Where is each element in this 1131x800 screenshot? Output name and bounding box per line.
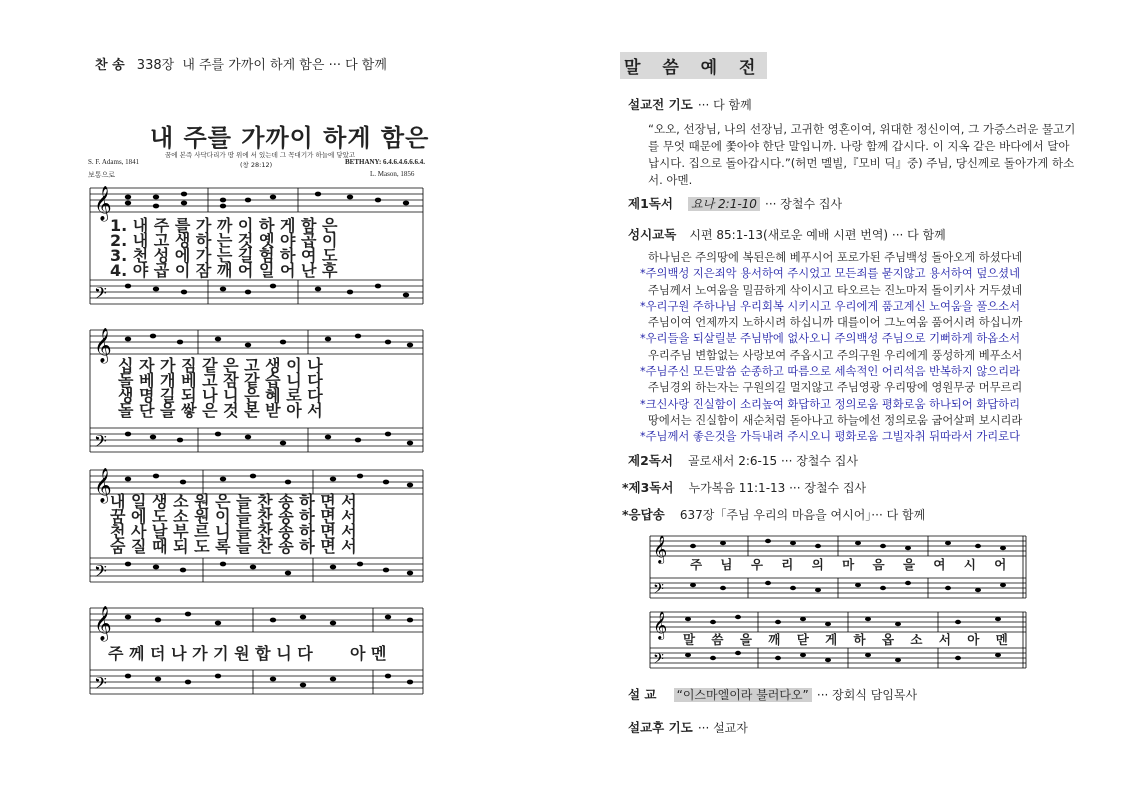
svg-text:𝄞: 𝄞: [94, 186, 112, 221]
psalm-line-response: *우리들을 되살릴분 주님밖에 없사오니 주의백성 주님으로 기뻐하게 하옵소서: [640, 332, 1020, 346]
psalm-line: 주님경외 하는자는 구원의길 멀지않고 주님영광 우리땅에 영원무궁 머무르리: [648, 381, 1023, 395]
lyric-line: 1. 내 주 를 가 까 이 하 게 함 은: [110, 216, 338, 235]
lyric-line: 십 자 가 짐 같 은 고 생 이 나: [118, 356, 323, 375]
prayer-after-row: [628, 717, 748, 736]
lyric-line: 3. 천 성 에 가 는 길 험 하 여 도: [110, 246, 338, 265]
sermon-rest: ··· 장회식 담임목사: [816, 688, 918, 702]
hymn-amen: 아 멘: [350, 644, 387, 663]
reading1-row: [628, 193, 842, 212]
hymn-header: [95, 54, 387, 73]
reading1-rest: ··· 장철수 집사: [765, 197, 843, 211]
hymn-lyrics-system3: [110, 494, 357, 554]
svg-text:𝄢: 𝄢: [653, 581, 664, 601]
svg-text:𝄞: 𝄞: [94, 606, 112, 641]
hymn-title: 내 주를 가까이 하게 함은: [150, 123, 430, 152]
psalm-lines: [640, 250, 1022, 446]
response-lyrics-1: 주 님 우 리 의 마 음 을 여 시 어: [690, 557, 1014, 572]
svg-text:𝄞: 𝄞: [653, 611, 668, 639]
reading2-row: [628, 450, 858, 469]
hymn-reference: (창 28:12): [240, 161, 273, 169]
response-rest: 637장「주님 우리의 마음을 여시어」··· 다 함께: [679, 508, 926, 522]
prayer-after-label: 설교후 기도: [628, 720, 693, 735]
section-title: 말 씀 예 전: [620, 52, 767, 79]
hymn-subtitle: 꿈에 본즉 사닥다리가 땅 위에 서 있는데 그 꼭대기가 하늘에 닿았고: [165, 151, 356, 159]
svg-text:𝄢: 𝄢: [94, 561, 107, 585]
psalm-line: 주님께서 노여움을 밀끔하게 삭이시고 타오르는 진노마저 돌이키사 거두셨네: [648, 283, 1023, 297]
sermon-row: [628, 684, 917, 703]
psalm-line: 우리주님 변함없는 사랑보여 주옵시고 주의구원 우리에게 풍성하게 베푸소서: [648, 348, 1023, 362]
hymn-number: 338장: [136, 58, 175, 73]
psalm-line: 땅에서는 진실함이 새순처럼 돋아나고 하늘에선 정의로움 굽어살펴 보시리라: [648, 413, 1023, 427]
hymn-lyrics-system2: [118, 358, 323, 418]
hymn-header-title: 내 주를 가까이 하게 함은: [182, 58, 325, 73]
lyric-line: 4. 야 곱 이 잠 깨 어 일 어 난 후: [110, 261, 338, 280]
psalm-line-response: *우리구원 주하나님 우리회복 시키시고 우리에게 품고계신 노여움을 풀으소서: [640, 299, 1020, 313]
lyric-line: 꿈 에 도 소 원 이 늘 찬 송 하 면 서: [110, 507, 357, 526]
reading3-row: [622, 477, 866, 496]
svg-text:𝄢: 𝄢: [94, 431, 107, 455]
lyric-line: 숨 질 때 되 도 록 늘 찬 송 하 면 서: [110, 537, 357, 556]
hymn-header-rest: ··· 다 함께: [328, 58, 387, 73]
psalm-line-response: *주의백성 지은죄악 용서하여 주시었고 모든죄를 묻지않고 용서하여 덮으셨네: [640, 267, 1020, 281]
reading1-label: 제1독서: [628, 196, 673, 211]
lyric-line: 내 일 생 소 원 은 늘 찬 송 하 면 서: [110, 492, 357, 511]
hymn-tune: BETHANY: 6.4.6.4.6.6.6.4.: [345, 158, 426, 166]
sermon-title: “이스마엘이라 불러다오”: [674, 688, 812, 702]
prayer-text: “오오, 선장님, 나의 선장님, 고귀한 영혼이여, 위대한 정신이여, 그 가증스러운 물고기를 무엇 때문에 쫓아야 한단 말입니까. 나랑 함께 갑시다. 이 지옥 같은 바다에서 달아납시다. 집으로 돌아갑시다.”(허먼 멜빌,『모비 딕』중) 주님, 당신께로 돌아가게 하소서. 아멘.: [648, 122, 1076, 187]
hymn-author: S. F. Adams, 1841: [88, 158, 140, 166]
response-lyrics-2: 말 씀 을 깨 닫 게 하 옵 소 서 아 멘: [683, 632, 1014, 647]
svg-text:𝄞: 𝄞: [653, 535, 668, 563]
psalm-ref: 시편 85:1-13(새로운 예배 시편 번역) ··· 다 함께: [689, 228, 946, 242]
lyric-line: 생 명 길 되 나 니 은 혜 로 다: [118, 386, 323, 405]
svg-text:𝄢: 𝄢: [653, 651, 664, 671]
hymn-header-label: 찬 송: [95, 58, 125, 73]
lyric-line: 돌 단 을 쌓 은 것 본 받 아 서: [118, 401, 323, 420]
lyric-line: 2. 내 고 생 하 는 것 옛 야 곱 이: [110, 231, 338, 250]
svg-text:𝄢: 𝄢: [94, 673, 107, 697]
hymn-tempo: 보통으로: [88, 171, 116, 179]
sermon-label: 설 교: [628, 687, 657, 702]
hymn-lyrics-system1: [110, 218, 337, 278]
prayer-before-label: 설교전 기도: [628, 97, 693, 112]
reading2-label: 제2독서: [628, 453, 673, 468]
reading2-rest: 골로새서 2:6-15 ··· 장철수 집사: [688, 454, 858, 468]
psalm-line-response: *주님께서 좋은것을 가득내려 주시오니 평화로움 그빌자취 뒤따라서 가리로다: [640, 430, 1020, 444]
prayer-before-rest: ··· 다 함께: [697, 98, 752, 112]
svg-text:𝄞: 𝄞: [94, 468, 112, 503]
svg-text:𝄢: 𝄢: [94, 283, 107, 307]
psalm-line: 하나님은 주의땅에 복된은혜 베푸시어 포로가된 주님백성 돌아오게 하셨다네: [648, 251, 1023, 264]
prayer-before-row: [628, 94, 752, 113]
psalm-line-response: *크신사랑 진실함이 소리높여 화답하고 정의로움 평화로움 하나되어 화답하리: [640, 397, 1020, 411]
lyric-line: 돌 베 개 베 고 잠 같 습 니 다: [118, 371, 323, 390]
reading1-ref: 요나 2:1-10: [688, 197, 760, 211]
svg-text:𝄞: 𝄞: [94, 328, 112, 363]
reading3-label: *제3독서: [622, 480, 674, 495]
response-row: [622, 504, 925, 523]
psalm-row: [628, 224, 946, 243]
psalm-label: 성시교독: [628, 227, 677, 242]
prayer-after-rest: ··· 설교자: [697, 721, 748, 735]
response-score: [648, 528, 1028, 678]
psalm-line-response: *주님주신 모든말씀 순종하고 따름으로 세속적인 어리석음 반복하지 않으리라: [640, 365, 1020, 379]
psalm-line: 주님이여 언제까지 노하시려 하십니까 대를이어 그노여움 품어시려 하십니까: [648, 316, 1023, 330]
hymn-lyrics-system4: 주 께 더 나 가 기 원 합 니 다: [108, 644, 313, 663]
lyric-line: 천 사 날 부 르 니 늘 찬 송 하 면 서: [110, 522, 357, 541]
response-label: *응답송: [622, 507, 665, 522]
hymn-composer: L. Mason, 1856: [370, 170, 415, 178]
reading3-rest: 누가복음 11:1-13 ··· 장철수 집사: [688, 481, 867, 495]
